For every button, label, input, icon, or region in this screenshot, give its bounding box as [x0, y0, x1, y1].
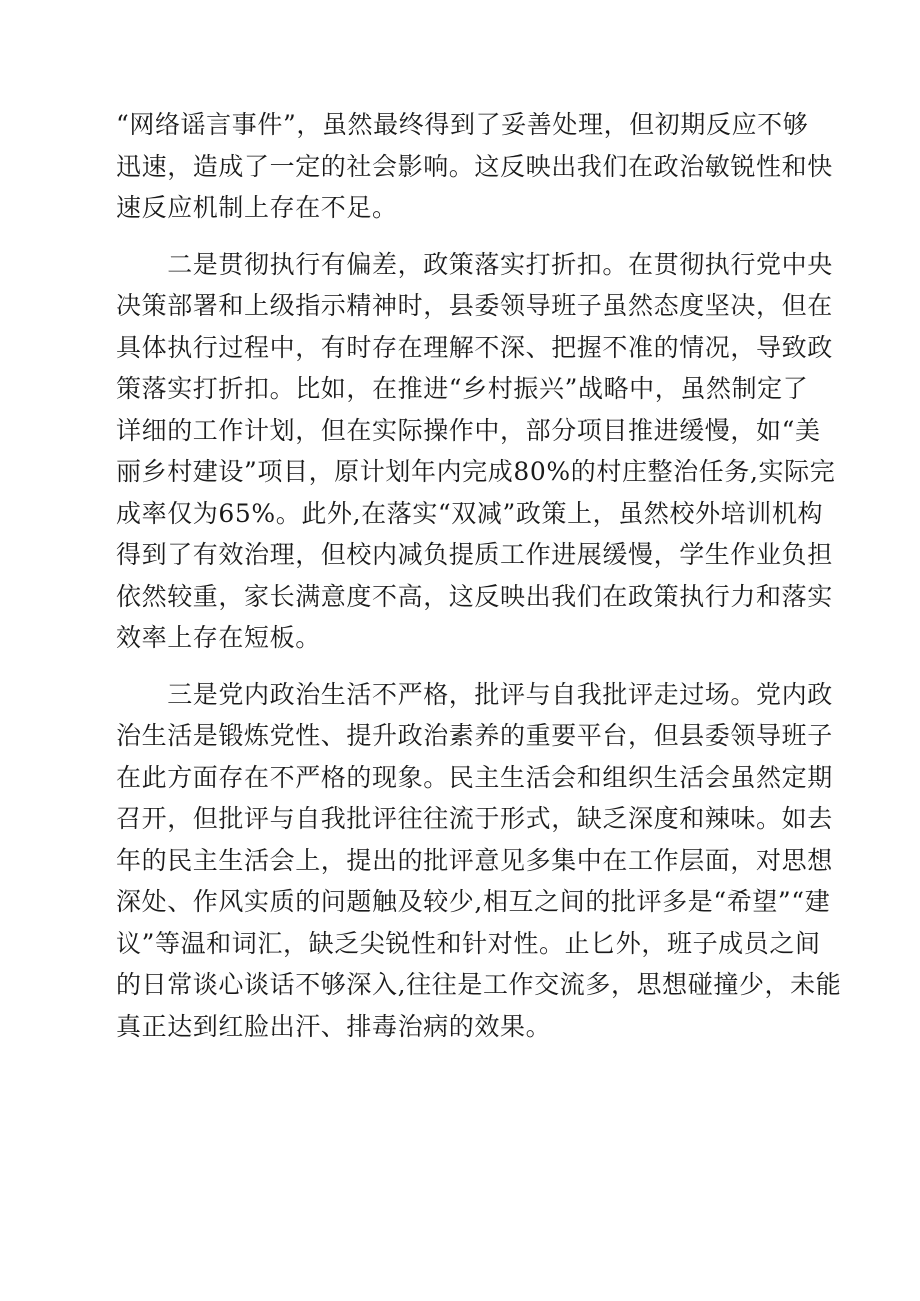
text-line: 决策部署和上级指示精神时，县委领导班子虽然态度坚决，但在	[116, 291, 833, 320]
text-line: 策落实打折扣。比如，在推进“乡村振兴”战略中，虽然制定了	[116, 374, 809, 403]
paragraph-1	[116, 104, 833, 229]
paragraph-3	[116, 674, 842, 1048]
text-line: 得到了有效治理，但校内减负提质工作进展缓慢，学生作业负担	[116, 540, 833, 569]
text-line: 成率仅为65%。此外,在落实“双减”政策上，虽然校外培训机构	[116, 498, 824, 528]
text-line: 迅速，造成了一定的社会影响。这反映出我们在政治敏锐性和快	[116, 151, 833, 181]
text-line: 丽乡村建设”项目，原计划年内完成80%的村庄整治任务,实际完	[116, 457, 836, 486]
text-line: 三是党内政治生活不严格，批评与自我批评走过场。党内政	[116, 679, 833, 709]
text-line: 详细的工作计划，但在实际操作中，部分项目推进缓慢，如“美	[116, 415, 821, 445]
text-line: 召开，但批评与自我批评往往流于形式，缺乏深度和辣味。如去	[116, 804, 833, 833]
text-line: 在此方面存在不严格的现象。民主生活会和组织生活会虽然定期	[116, 762, 833, 792]
text-line: 二是贯彻执行有偏差，政策落实打折扣。在贯彻执行党中央	[116, 249, 833, 279]
text-line: 议”等温和词汇，缺乏尖锐性和针对性。止匕外，班子成员之间	[116, 928, 821, 958]
paragraph-2	[116, 244, 836, 659]
text-line: 年的民主生活会上，提出的批评意见多集中在工作层面，对思想	[116, 845, 833, 875]
text-line: 速反应机制上存在不足。	[116, 193, 398, 222]
text-line: 效率上存在短板。	[116, 623, 321, 652]
text-line: 深处、作风实质的问题触及较少,相互之间的批评多是“希望”“建	[116, 887, 831, 916]
text-line: 真正达到红脸出汗、排毒治病的效果。	[116, 1011, 552, 1041]
text-line: 治生活是锻炼党性、提升政治素养的重要平台，但县委领导班子	[116, 721, 833, 750]
text-line: 的日常谈心谈话不够深入,往往是工作交流多，思想碰撞少，未能	[116, 970, 842, 999]
document-body	[116, 104, 842, 1047]
text-line: “网络谣言事件”，虽然最终得到了妥善处理，但初期反应不够	[116, 110, 809, 139]
text-line: 具体执行过程中，有时存在理解不深、把握不准的情况，导致政	[116, 332, 833, 362]
text-line: 依然较重，家长满意度不高，这反映出我们在政策执行力和落实	[116, 581, 833, 611]
